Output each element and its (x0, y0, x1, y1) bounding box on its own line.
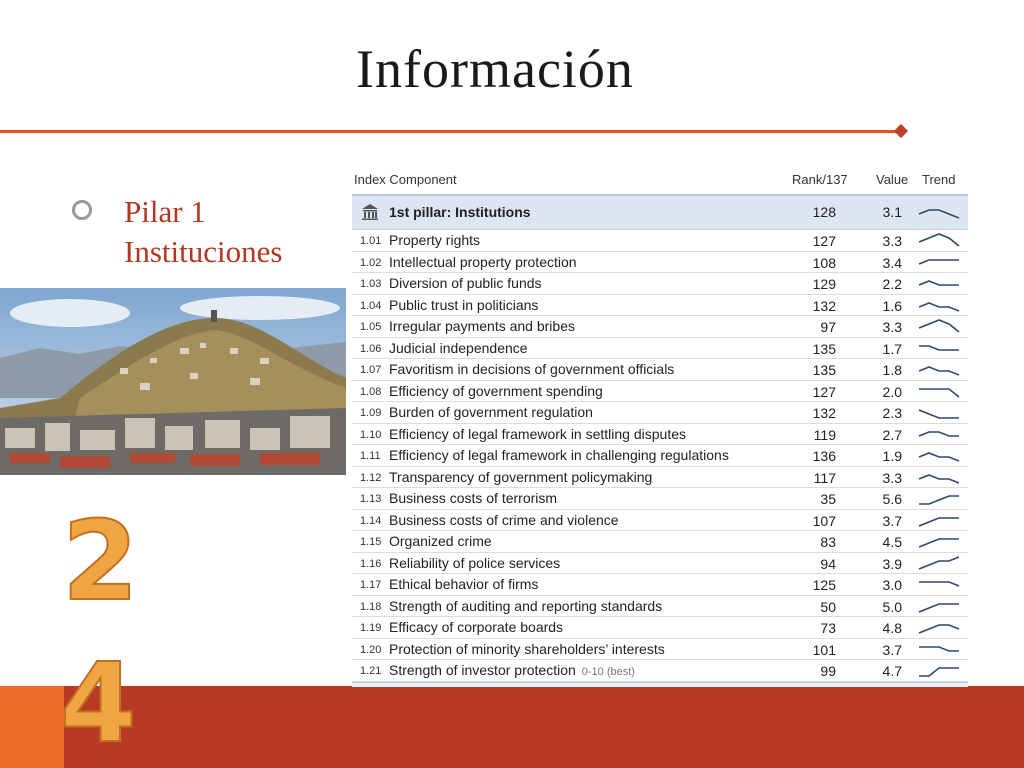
pillar-label: 1st pillar: Institutions (389, 204, 531, 220)
row-number: 1.20 (360, 643, 382, 656)
table-row (352, 273, 968, 295)
row-number: 1.19 (360, 622, 382, 634)
row-trend-sparkline (918, 599, 960, 613)
table-body (352, 230, 968, 682)
row-label: Efficiency of legal framework in settling disputes (389, 425, 686, 442)
row-note: 0-10 (best) (581, 666, 635, 678)
table-row (352, 531, 968, 553)
table-row (352, 660, 968, 682)
row-rank: 136 (812, 448, 836, 464)
title-diamond-ornament (894, 124, 908, 138)
row-value: 3.3 (882, 233, 902, 249)
table-row (352, 467, 968, 489)
row-number: 1.12 (360, 471, 382, 484)
row-trend-sparkline (918, 298, 960, 312)
big-number-4: 4 (60, 639, 137, 767)
row-number: 1.16 (360, 557, 382, 570)
header-trend: Trend (922, 172, 956, 187)
row-trend-sparkline (918, 362, 960, 376)
row-value: 5.0 (882, 598, 902, 615)
row-rank: 135 (812, 362, 836, 378)
row-rank: 101 (812, 641, 836, 658)
table-row (352, 617, 968, 639)
row-trend-sparkline (918, 577, 960, 591)
table-row (352, 359, 968, 381)
row-label: Strength of auditing and reporting standards (389, 597, 663, 614)
row-label: Efficiency of legal framework in challenging regulations (389, 447, 729, 463)
row-number: 1.06 (360, 342, 382, 355)
row-rank: 108 (812, 254, 836, 271)
row-label: Business costs of terrorism (389, 490, 558, 506)
row-label: Ethical behavior of firms (389, 576, 539, 592)
row-rank: 73 (820, 620, 836, 636)
header-rank: Rank/137 (792, 172, 848, 187)
row-trend-sparkline (918, 470, 960, 484)
row-value: 3.7 (882, 512, 902, 529)
row-label: Transparency of government policymaking (389, 468, 653, 485)
row-value: 3.9 (882, 555, 902, 572)
row-number: 1.03 (360, 278, 382, 290)
row-rank: 119 (813, 426, 836, 443)
row-value: 2.2 (882, 276, 902, 292)
row-value: 4.5 (882, 534, 902, 550)
row-trend-sparkline (918, 405, 960, 419)
pillar-summary-row (352, 194, 968, 230)
table-row (352, 553, 968, 575)
row-trend-sparkline (918, 427, 960, 441)
table-header (352, 168, 968, 194)
row-trend-sparkline (918, 642, 960, 656)
table-row (352, 424, 968, 446)
row-value: 1.7 (882, 340, 902, 357)
row-label: Judicial independence (389, 339, 528, 356)
quito-city-photo (0, 288, 346, 475)
row-trend-sparkline (918, 255, 960, 269)
row-rank: 99 (820, 663, 836, 679)
header-value: Value (876, 172, 909, 187)
row-rank: 50 (820, 598, 836, 615)
row-trend-sparkline (918, 513, 960, 527)
institutions-table (352, 168, 968, 687)
table-row (352, 252, 968, 274)
row-label: Protection of minority shareholders’ interests (389, 640, 665, 657)
row-number: 1.08 (360, 385, 382, 398)
row-number: 1.10 (360, 428, 382, 441)
row-number: 1.07 (360, 364, 382, 376)
row-value: 2.3 (882, 405, 902, 421)
row-value: 5.6 (882, 491, 902, 507)
table-row (352, 316, 968, 338)
row-value: 2.7 (882, 426, 902, 443)
row-value: 4.7 (882, 663, 902, 679)
row-number: 1.18 (360, 600, 382, 613)
row-rank: 35 (820, 491, 836, 507)
row-number: 1.15 (360, 536, 382, 548)
row-rank: 132 (812, 297, 836, 314)
row-label: Business costs of crime and violence (389, 511, 619, 528)
row-value: 3.7 (882, 641, 902, 658)
row-trend-sparkline (918, 663, 960, 677)
row-label: Public trust in politicians (389, 296, 539, 313)
row-label: Efficiency of government spending (389, 382, 603, 399)
row-label: Organized crime (389, 533, 492, 549)
row-value: 1.8 (882, 362, 902, 378)
table-row (352, 295, 968, 317)
pillar-trend-sparkline (918, 205, 960, 219)
row-value: 2.0 (882, 383, 902, 400)
table-row (352, 338, 968, 360)
row-rank: 135 (812, 340, 836, 357)
row-value: 4.8 (882, 620, 902, 636)
big-number-2: 2 (62, 497, 139, 625)
table-row (352, 488, 968, 510)
bullet-circle-icon (72, 200, 92, 220)
row-label: Intellectual property protection (389, 253, 577, 270)
table-row (352, 445, 968, 467)
row-value: 3.4 (882, 254, 902, 271)
footer-orange-block (0, 686, 64, 768)
table-row (352, 381, 968, 403)
row-rank: 125 (812, 577, 836, 593)
row-trend-sparkline (918, 534, 960, 548)
row-trend-sparkline (918, 620, 960, 634)
row-label: Favoritism in decisions of government officials (389, 361, 675, 377)
row-value: 1.6 (882, 297, 902, 314)
row-trend-sparkline (918, 491, 960, 505)
header-component: Index Component (354, 172, 457, 187)
row-number: 1.04 (360, 299, 382, 312)
pilar-subtitle: Instituciones (124, 234, 283, 269)
pilar-title: Pilar 1 (124, 194, 206, 229)
row-label: Strength of investor protection 0-10 (best) (389, 662, 635, 678)
row-rank: 132 (812, 405, 836, 421)
row-trend-sparkline (918, 276, 960, 290)
row-value: 3.0 (882, 577, 902, 593)
table-footer-border (352, 682, 968, 687)
row-number: 1.11 (360, 450, 381, 462)
row-value: 3.3 (882, 469, 902, 486)
row-number: 1.02 (360, 256, 382, 269)
row-label: Irregular payments and bribes (389, 318, 575, 334)
pillar-value: 3.1 (882, 204, 902, 220)
table-row (352, 596, 968, 618)
row-label: Burden of government regulation (389, 404, 593, 420)
row-number: 1.17 (360, 579, 382, 591)
slide-title: Información (356, 39, 634, 99)
row-number: 1.13 (360, 493, 382, 505)
row-trend-sparkline (918, 319, 960, 333)
row-rank: 94 (820, 555, 836, 572)
row-rank: 83 (820, 534, 836, 550)
row-label: Property rights (389, 232, 481, 248)
row-number: 1.05 (360, 321, 382, 333)
table-row (352, 402, 968, 424)
row-number: 1.09 (360, 407, 382, 419)
row-value: 3.3 (882, 319, 902, 335)
table-row (352, 510, 968, 532)
row-label: Diversion of public funds (389, 275, 542, 291)
row-trend-sparkline (918, 556, 960, 570)
row-rank: 107 (812, 512, 836, 529)
title-underline (0, 130, 900, 133)
row-rank: 97 (820, 319, 836, 335)
row-number: 1.14 (360, 514, 382, 527)
row-trend-sparkline (918, 233, 960, 247)
row-rank: 129 (812, 276, 836, 292)
row-trend-sparkline (918, 341, 960, 355)
row-trend-sparkline (918, 384, 960, 398)
row-number: 1.21 (360, 665, 382, 677)
row-rank: 127 (812, 383, 836, 400)
table-row (352, 574, 968, 596)
row-trend-sparkline (918, 448, 960, 462)
pillar-rank: 128 (812, 204, 836, 220)
row-rank: 117 (813, 469, 836, 486)
table-row (352, 639, 968, 661)
table-row (352, 230, 968, 252)
row-label: Reliability of police services (389, 554, 561, 571)
row-rank: 127 (812, 233, 836, 249)
row-number: 1.01 (360, 235, 382, 247)
row-value: 1.9 (882, 448, 902, 464)
footer-red-bar (64, 686, 1024, 768)
row-label: Efficacy of corporate boards (389, 619, 564, 635)
institution-building-icon (361, 203, 379, 221)
